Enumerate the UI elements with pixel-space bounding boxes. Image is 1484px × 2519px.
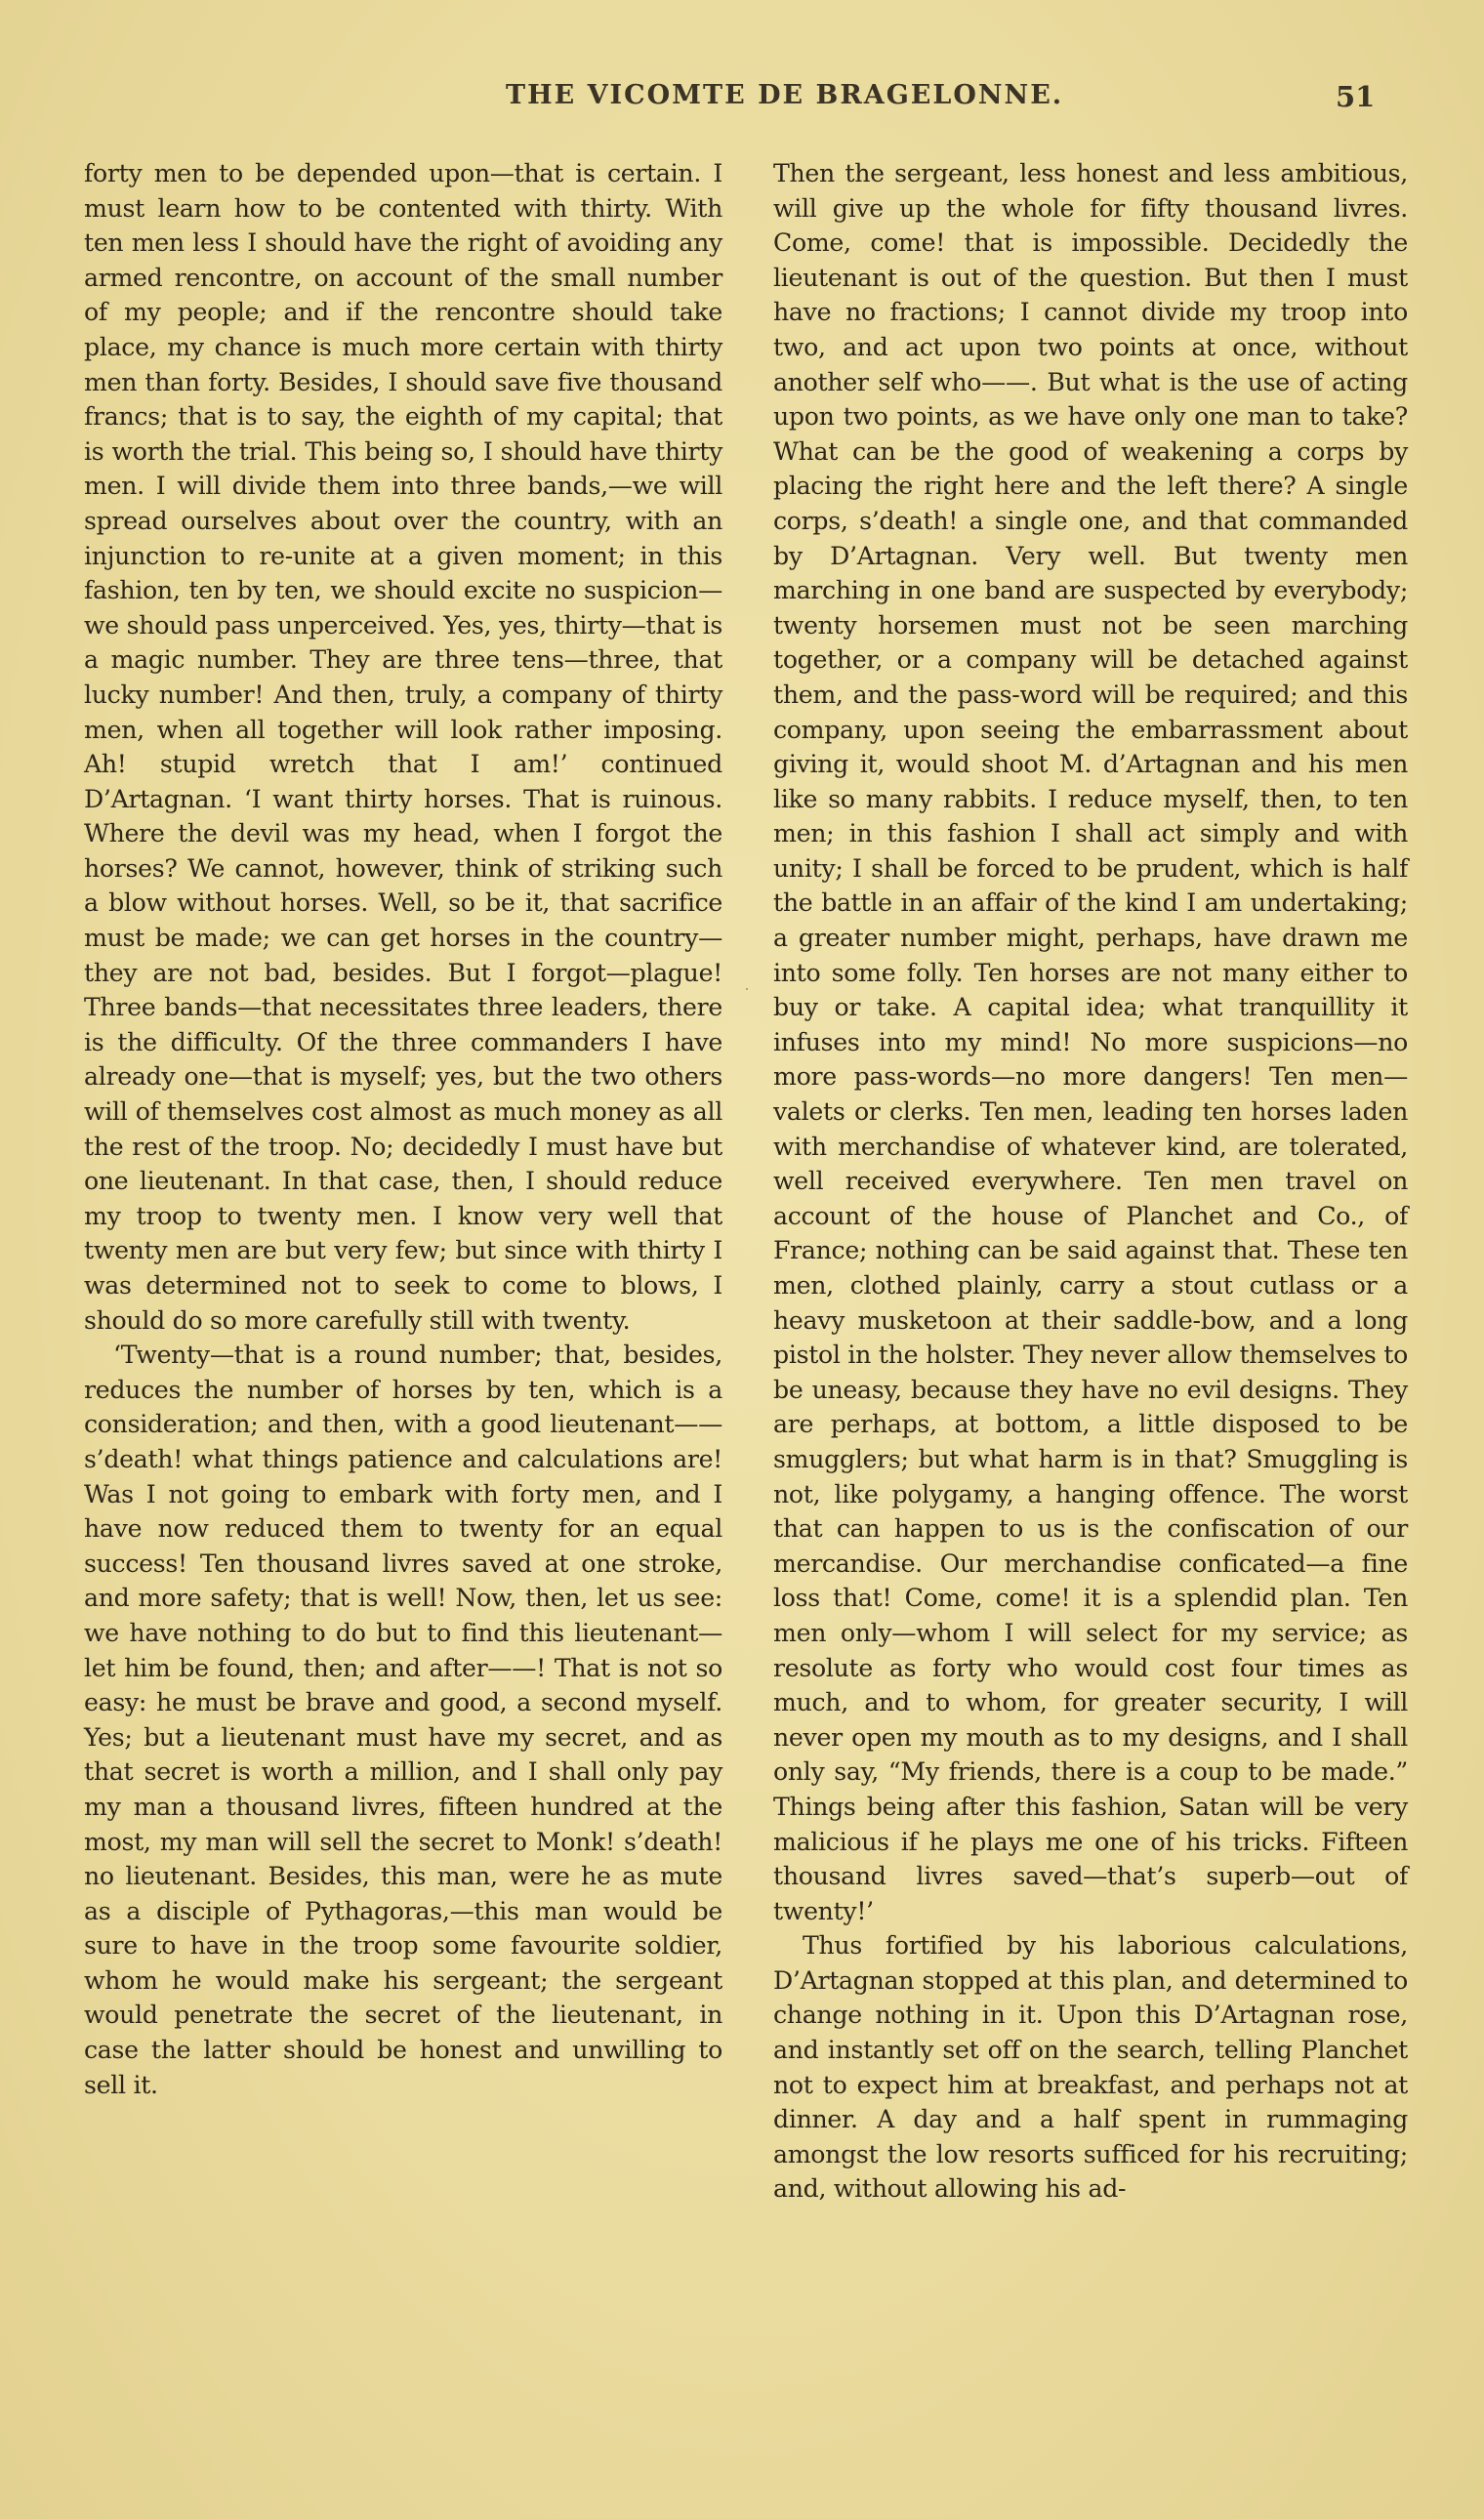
page-header <box>0 80 1484 129</box>
right-column <box>773 156 1408 2402</box>
left-column <box>84 156 722 2402</box>
paragraph: ‘Twenty—that is a round number; that, besides, reduces the number of horses by ten, which is a consideration; and then, with a good lieutenant——s’death! what things patience and calculations are! Was I not going to embark with forty men, and I have now reduced them to twenty for an equal success! Ten thousand livres saved at one stroke, and more safety; that is well! Now, then, let us see: we have nothing to do but to find this lieutenant—let him be found, then; and after——! That is not so easy: he must be brave and good, a second myself. Yes; but a lieutenant must have my secret, and as that secret is worth a million, and I shall only pay my man a thousand livres, fifteen hundred at the most, my man will sell the secret to Monk! s’death! no lieutenant. Besides, this man, were he as mute as a disciple of Pythagoras,—this man would be sure to have in the troop some favourite soldier, whom he would make his sergeant; the sergeant would penetrate the secret of the lieutenant, in case the latter should be honest and unwilling to sell it. <box>84 1341 722 2099</box>
page-number: 51 <box>1336 80 1376 113</box>
paragraph: Then the sergeant, less honest and less ambitious, will give up the whole for fifty thousand livres. Come, come! that is impossible. Decidedly the lieutenant is out of the question. But then I must have no fractions; I cannot divide my troop into two, and act upon two points at once, without another self who——. But what is the use of acting upon two points, as we have only one man to take? What can be the good of weakening a corps by placing the right here and the left there? A single corps, s’death! a single one, and that commanded by D’Artagnan. Very well. But twenty men marching in one band are suspected by everybody; twenty horsemen must not be seen marching together, or a company will be detached against them, and the pass-word will be required; and this company, upon seeing the embarrassment about giving it, would shoot M. d’Artagnan and his men like so many rabbits. I reduce myself, then, to ten men; in this fashion I shall act simply and with unity; I shall be forced to be prudent, which is half the battle in an affair of the kind I am undertaking; a greater number might, perhaps, have drawn me into some folly. Ten horses are not many either to buy or take. A capital idea; what tranquillity it infuses into my mind! No more suspicions—no more pass-words—no more dangers! Ten men—valets or clerks. Ten men, leading ten horses laden with merchandise of whatever kind, are tolerated, well received everywhere. Ten men travel on account of the house of Planchet and Co., of France; nothing can be said against that. These ten men, clothed plainly, carry a stout cutlass or a heavy musketoon at their saddle-bow, and a long pistol in the holster. They never allow themselves to be uneasy, because they have no evil designs. They are perhaps, at bottom, a little disposed to be smugglers; but what harm is in that? Smuggling is not, like polygamy, a hanging offence. The worst that can happen to us is the confiscation of our mercandise. Our merchandise conficated—a fine loss that! Come, come! it is a splendid plan. Ten men only—whom I will select for my service; as resolute as forty who would cost four times as much, and to whom, for greater security, I will never open my mouth as to my designs, and I shall only say, “My friends, there is a coup to be made.” Things being after this fashion, Satan will be very malicious if he plays me one of his tricks. Fifteen thousand livres saved—that’s superb—out of twenty!’ <box>773 159 1408 1925</box>
paragraph: Thus fortified by his laborious calculations, D’Artagnan stopped at this plan, and determined to change nothing in it. Upon this D’Artagnan rose, and instantly set off on the search, telling Planchet not to expect him at breakfast, and perhaps not at dinner. A day and a half spent in rummaging amongst the low resorts sufficed for his recruiting; and, without allowing his ad- <box>773 1931 1408 2204</box>
running-title: THE VICOMTE DE BRAGELONNE. <box>506 80 1064 110</box>
gutter-mark <box>746 988 748 990</box>
paragraph: forty men to be depended upon—that is certain. I must learn how to be contented with thirty. With ten men less I should have the right of avoiding any armed rencontre, on account of the small number of my people; and if the rencontre should take place, my chance is much more certain with thirty men than forty. Besides, I should save five thousand francs; that is to say, the eighth of my capital; that is worth the trial. This being so, I should have thirty men. I will divide them into three bands,—we will spread ourselves about over the country, with an injunction to re-unite at a given moment; in this fashion, ten by ten, we should excite no suspicion—we should pass unperceived. Yes, yes, thirty—that is a magic number. They are three tens—three, that lucky number! And then, truly, a company of thirty men, when all together will look rather imposing. Ah! stupid wretch that I am!’ continued D’Artagnan. ‘I want thirty horses. That is ruinous. Where the devil was my head, when I forgot the horses? We cannot, however, think of striking such a blow without horses. Well, so be it, that sacrifice must be made; we can get horses in the country—they are not bad, besides. But I forgot—plague! Three bands—that necessitates three leaders, there is the difficulty. Of the three commanders I have already one—that is myself; yes, but the two others will of themselves cost almost as much money as all the rest of the troop. No; decidedly I must have but one lieutenant. In that case, then, I should reduce my troop to twenty men. I know very well that twenty men are but very few; but since with thirty I was determined not to seek to come to blows, I should do so more carefully still with twenty. <box>84 159 722 1335</box>
